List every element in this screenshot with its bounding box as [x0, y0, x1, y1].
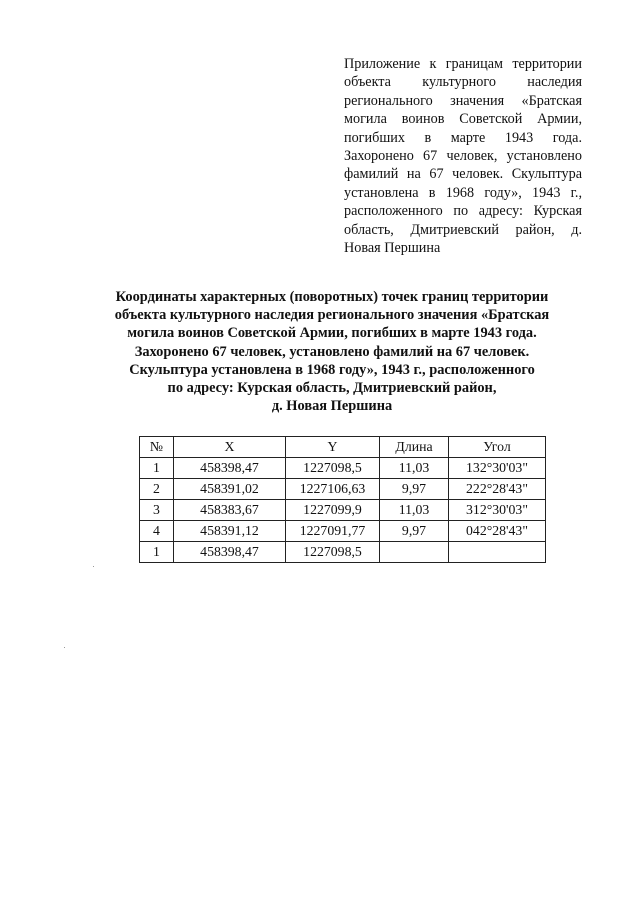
- cell-angle: 222°28'43": [449, 479, 546, 500]
- cell-length: [380, 542, 449, 563]
- header-x: X: [174, 437, 286, 458]
- heading-line: Скульптура установлена в 1968 году», 1943 г., расположенного: [129, 361, 535, 378]
- table-header-row: [140, 437, 546, 458]
- cell-x: 458391,02: [174, 479, 286, 500]
- table-row: [140, 500, 546, 521]
- cell-y: 1227106,63: [286, 479, 380, 500]
- scan-speck: [93, 566, 94, 567]
- table-row: [140, 479, 546, 500]
- cell-number: 1: [140, 458, 174, 479]
- header-number: №: [140, 437, 174, 458]
- appendix-note: Приложение к границам территории объекта культурного наследия регионального значения «Братская могила воинов Советской Армии, погибших в марте 1943 года. Захоронено 67 человек, установлено фамилий на 67 человек. Скульптура установлена в 1968 году», 1943 г., расположенного по адресу: Курская область, Дмитриевский район, д. Новая Першина: [344, 56, 582, 257]
- cell-length: 11,03: [380, 500, 449, 521]
- table-row: [140, 521, 546, 542]
- cell-x: 458398,47: [174, 458, 286, 479]
- heading-line: Захоронено 67 человек, установлено фамилий на 67 человек.: [134, 343, 530, 360]
- cell-number: 4: [140, 521, 174, 542]
- cell-y: 1227098,5: [286, 542, 380, 563]
- heading-line: объекта культурного наследия регионального значения «Братская: [114, 307, 550, 324]
- table-row: [140, 542, 546, 563]
- heading-line: по адресу: Курская область, Дмитриевский район,: [167, 380, 497, 397]
- cell-y: 1227098,5: [286, 458, 380, 479]
- cell-length: 11,03: [380, 458, 449, 479]
- header-angle: Угол: [449, 437, 546, 458]
- heading-line: д. Новая Першина: [271, 398, 393, 415]
- document-heading: [96, 288, 568, 415]
- cell-length: 9,97: [380, 479, 449, 500]
- cell-x: 458383,67: [174, 500, 286, 521]
- cell-angle: [449, 542, 546, 563]
- cell-x: 458391,12: [174, 521, 286, 542]
- cell-number: 3: [140, 500, 174, 521]
- cell-angle: 132°30'03": [449, 458, 546, 479]
- header-y: Y: [286, 437, 380, 458]
- table-row: [140, 458, 546, 479]
- header-length: Длина: [380, 437, 449, 458]
- heading-line: Координаты характерных (поворотных) точек границ территории: [115, 289, 549, 305]
- cell-angle: 042°28'43": [449, 521, 546, 542]
- cell-number: 2: [140, 479, 174, 500]
- coordinates-table: [139, 436, 546, 563]
- cell-length: 9,97: [380, 521, 449, 542]
- cell-x: 458398,47: [174, 542, 286, 563]
- cell-number: 1: [140, 542, 174, 563]
- scan-speck: [64, 647, 65, 648]
- cell-angle: 312°30'03": [449, 500, 546, 521]
- cell-y: 1227099,9: [286, 500, 380, 521]
- cell-y: 1227091,77: [286, 521, 380, 542]
- heading-line: могила воинов Советской Армии, погибших в марте 1943 года.: [127, 325, 537, 342]
